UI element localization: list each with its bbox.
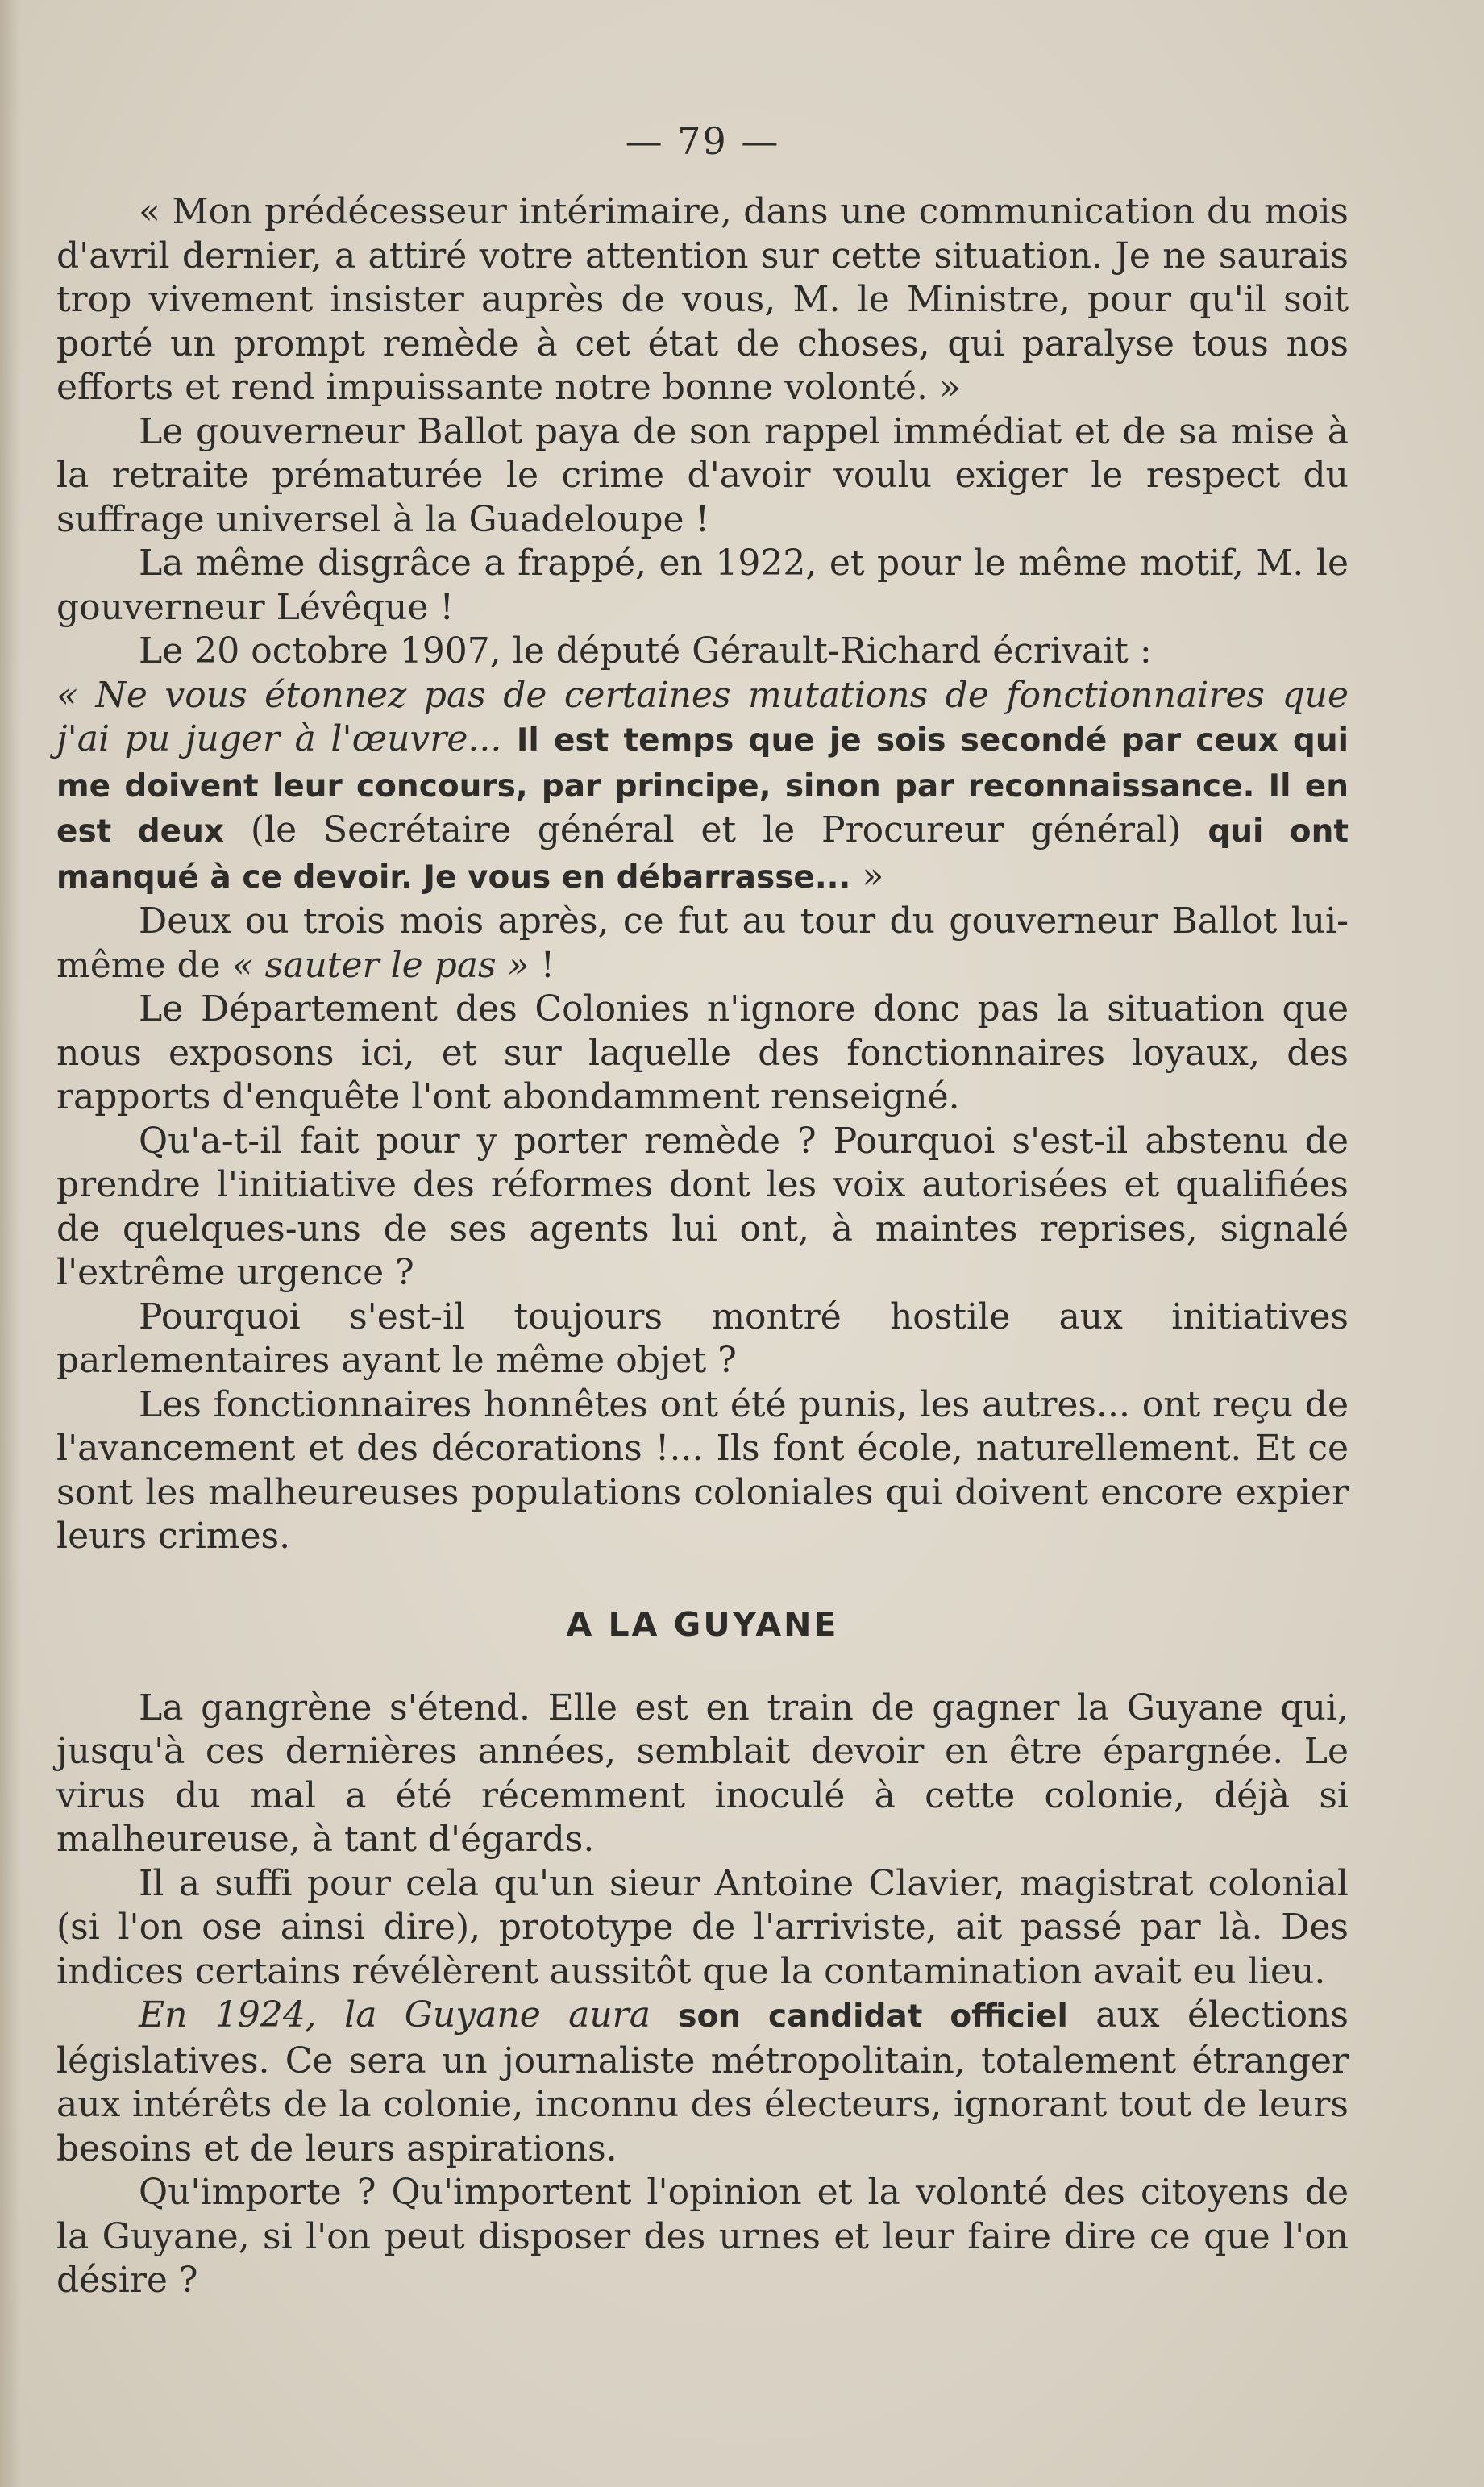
- quote-bold-2: qui ont manqué à ce devoir. Je vous en débarrasse...: [56, 813, 1349, 896]
- paragraph-departement: Le Département des Colonies n'ignore donc pas la situation que nous exposons ici, et sur laquelle des fonctionnaires loyaux, des rapports d'enquête l'ont abondamment renseigné.: [56, 988, 1349, 1117]
- paragraph-remede: Qu'a-t-il fait pour y porter remède ? Pourquoi s'est-il abstenu de prendre l'initiative des réformes dont les voix autorisées et qualifiées de quelques-uns de ses agents lui ont, à maintes reprises, signalé l'extrême urgence ?: [56, 1120, 1349, 1293]
- quote-italic: « Ne vous étonnez pas de certaines mutations de fonctionnaires que j'ai pu juger à l'œuvre...: [56, 674, 1349, 759]
- paragraph-gangrene: La gangrène s'étend. Elle est en train de gagner la Guyane qui, jusqu'à ces dernières années, semblait devoir en être épargnée. Le virus du mal a été récemment inoculé à cette colonie, déjà si malheureuse, à tant d'égards.: [56, 1686, 1349, 1860]
- candidat-after: aux élections législatives. Ce sera un journaliste métropolitain, totalement étranger aux intérêts de la colonie, inconnu des électeurs, ignorant tout de leurs besoins et de leurs aspirations.: [56, 1994, 1349, 2169]
- page-number: — 79 —: [625, 119, 780, 163]
- section-heading-guyane: A LA GUYANE: [566, 1604, 839, 1644]
- paragraph-clavier: Il a suffi pour cela qu'un sieur Antoine Clavier, magistrat colonial (si l'on ose ainsi dire), prototype de l'arriviste, ait passé par là. Des indices certains révélèrent aussitôt que la contamination avait eu lieu.: [56, 1862, 1349, 1992]
- sauter-after: !: [540, 944, 555, 986]
- quote-closing: »: [862, 855, 884, 896]
- paragraph-gerault-richard: Le 20 octobre 1907, le député Gérault-Richard écrivait :: [139, 630, 1152, 672]
- main-text: [56, 190, 1349, 2303]
- candidat-bold: son candidat officiel: [678, 1998, 1068, 2035]
- paragraph-letter-quote: [56, 674, 1349, 900]
- paragraph-ballot: Le gouverneur Ballot paya de son rappel immédiat et de sa mise à la retraite prématurée le crime d'avoir voulu exiger le respect du suffrage universel à la Guadeloupe !: [56, 410, 1349, 540]
- paragraph-hostile: Pourquoi s'est-il toujours montré hostile aux initiatives parlementaires ayant le même objet ?: [56, 1295, 1349, 1381]
- paragraph-quimporte: Qu'importe ? Qu'importent l'opinion et la volonté des citoyens de la Guyane, si l'on peut disposer des urnes et leur faire dire ce que l'on désire ?: [56, 2172, 1349, 2301]
- paragraph-sauter-le-pas: [56, 900, 1349, 988]
- sauter-before: Deux ou trois mois après, ce fut au tour du gouverneur Ballot lui-même de: [56, 900, 1349, 986]
- candidat-italic: En 1924, la Guyane aura: [139, 1994, 651, 2036]
- paragraph-leveque: La même disgrâce a frappé, en 1922, et pour le même motif, M. le gouverneur Lévêque !: [56, 543, 1349, 628]
- paragraph-fonctionnaires: Les fonctionnaires honnêtes ont été punis, les autres... ont reçu de l'avancement et des décorations !... Ils font école, naturellement. Et ce sont les malheureuses populations coloniales qui doivent encore expier leurs crimes.: [56, 1383, 1349, 1557]
- sauter-italic: « sauter le pas »: [231, 944, 530, 986]
- quote-bold-1: Il est temps que je sois secondé par ceux qui me doivent leur concours, par principe, sinon par reconnaissance. Il en est deux: [56, 722, 1349, 850]
- paragraph-candidat-officiel: [56, 1994, 1349, 2171]
- quote-plain: (le Secrétaire général et le Procureur général): [250, 809, 1182, 850]
- paragraph-quote-governor: « Mon prédécesseur intérimaire, dans une communication du mois d'avril dernier, a attiré votre attention sur cette situation. Je ne saurais trop vivement insister auprès de vous, M. le Ministre, pour qu'il soit porté un prompt remède à cet état de choses, qui paralyse tous nos efforts et rend impuissante notre bonne volonté. »: [56, 191, 1349, 408]
